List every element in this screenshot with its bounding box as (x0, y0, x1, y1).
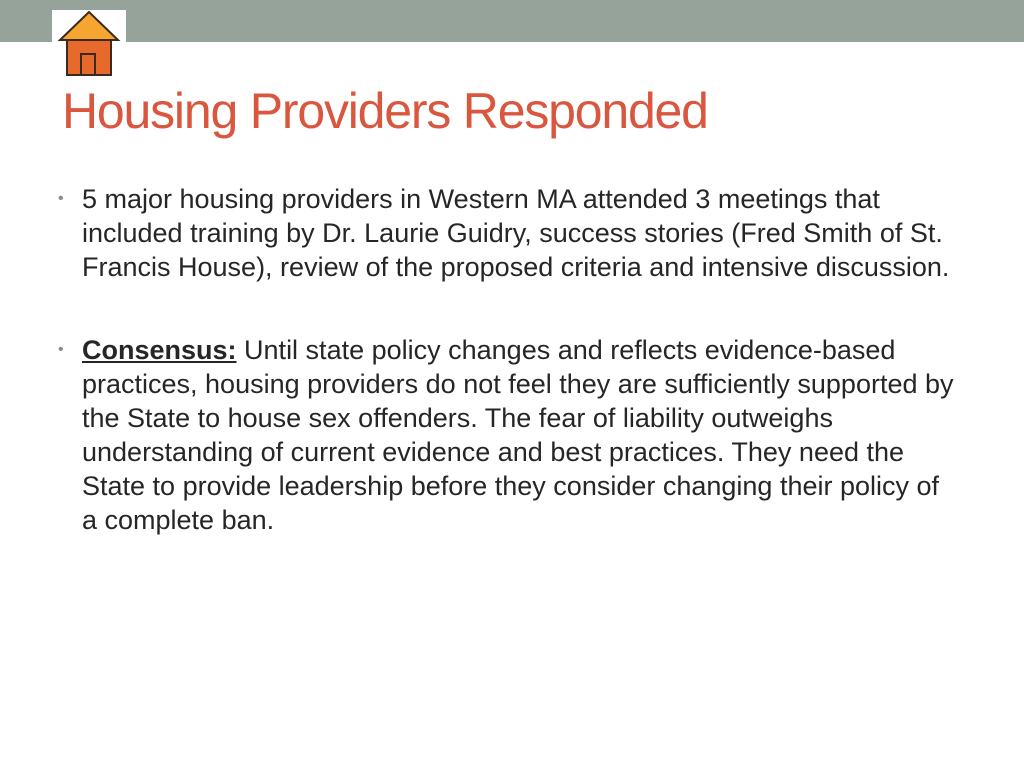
house-logo (52, 10, 126, 78)
bullet-label-consensus: Consensus: (82, 335, 237, 365)
bullet-marker: • (58, 341, 64, 358)
bullet-item (56, 333, 956, 537)
bullet-marker: • (58, 190, 64, 207)
bullet-text: Until state policy changes and reflects evidence-based practices, housing providers do not feel they are sufficiently supported by the State to house sex offenders. The fear of liability outweighs understanding of current evidence and best practices. They need the State to provide leadership before they consider changing their policy of a complete ban. (82, 335, 954, 535)
bullet-item (56, 182, 956, 284)
bullet-text: 5 major housing providers in Western MA attended 3 meetings that included training by Dr. Laurie Guidry, success stories (Fred Smith of St. Francis House), review of the proposed criteria and intensive discussion. (82, 184, 950, 282)
house-door (81, 54, 95, 75)
slide-title: Housing Providers Responded (62, 83, 708, 139)
house-icon (52, 10, 126, 78)
bullet-list (56, 182, 956, 537)
header-bar (0, 0, 1024, 42)
house-roof (60, 12, 118, 40)
